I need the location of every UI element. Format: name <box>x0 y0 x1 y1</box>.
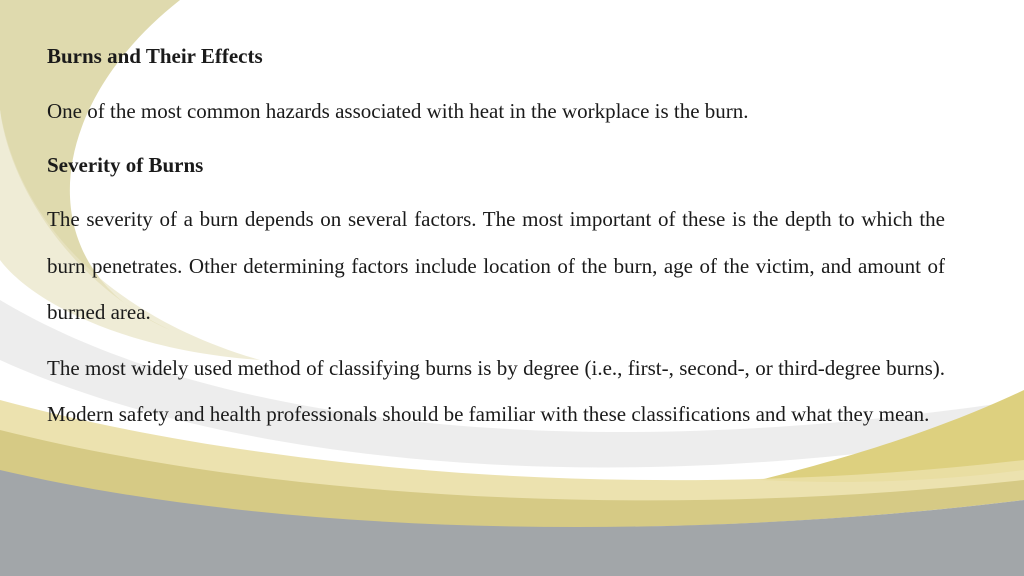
intro-sentence: One of the most common hazards associated with heat in the workplace is the burn. <box>47 99 749 123</box>
severity-paragraph: The severity of a burn depends on several factors. The most important of these is the depth to which the burn penetrates. Other determining factors include location of the burn, age of the victim, and amount of burned area. <box>47 207 945 324</box>
classification-paragraph: The most widely used method of classifying burns is by degree (i.e., first-, second-, or third-degree burns). Modern safety and health professionals should be familiar with these classifications and what they mean. <box>47 355 945 426</box>
slide-content <box>47 40 945 438</box>
slide-title: Burns and Their Effects <box>47 44 263 68</box>
section-subheading: Severity of Burns <box>47 153 204 177</box>
